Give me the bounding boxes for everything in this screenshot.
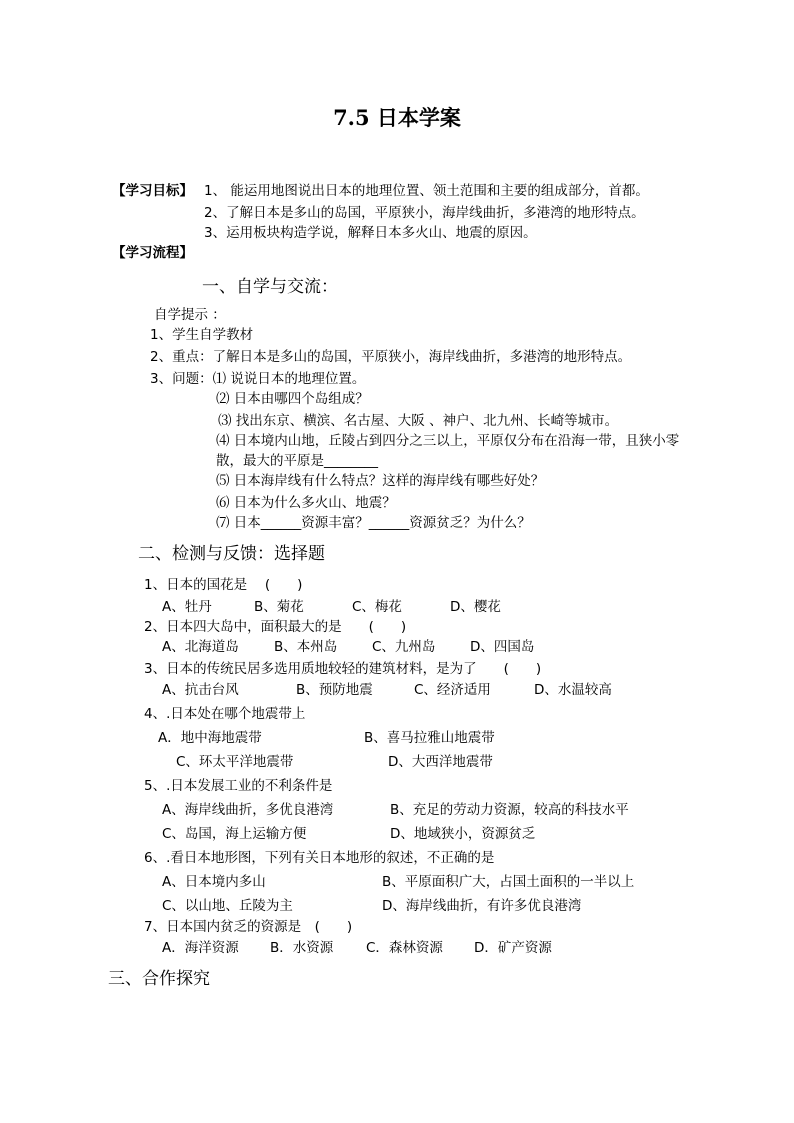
mc-3-option-b: B、预防地震 (296, 682, 373, 698)
mc-3-option-d: D、水温较高 (534, 682, 612, 698)
question-7: ⑺ 日本______资源丰富？______资源贫乏？为什么？ (216, 515, 531, 531)
mc-4-option-a: A．地中海地震带 (158, 730, 262, 746)
question-6: ⑹ 日本为什么多火山、地震？ (216, 495, 396, 511)
question-5: ⑸ 日本海岸线有什么特点？这样的海岸线有哪些好处？ (216, 473, 545, 489)
mc-2-option-c: C、九州岛 (372, 639, 436, 655)
mc-2-option-d: D、四国岛 (470, 639, 535, 655)
mc-4-option-c: C、环太平洋地震带 (176, 754, 294, 770)
hint-label: 自学提示 ： (154, 307, 226, 323)
section2-heading: 二、检测与反馈：选择题 (138, 544, 325, 564)
mc-4-option-d: D、大西洋地震带 (388, 754, 493, 770)
process-label: 【学习流程】 (112, 245, 193, 261)
mc-5-option-b: B、充足的劳动力资源，较高的科技水平 (390, 802, 629, 818)
mc-6-option-b: B、平原面积广大，占国土面积的一半以上 (382, 874, 635, 890)
hint-1: 1、学生自学教材 (150, 327, 254, 343)
mc-7-option-d: D．矿产资源 (474, 940, 552, 956)
objective-1: 1、 能运用地图说出日本的地理位置、领土范围和主要的组成部分，首都。 (204, 183, 649, 199)
mc-4-option-b: B、喜马拉雅山地震带 (364, 730, 495, 746)
objective-3: 3、运用板块构造学说，解释日本多火山、地震的原因。 (204, 225, 537, 241)
mc-question-1: 1、日本的国花是 ( ) (144, 577, 303, 593)
mc-question-7: 7、日本国内贫乏的资源是 ( ) (144, 919, 353, 935)
mc-6-option-c: C、以山地、丘陵为主 (162, 898, 293, 914)
mc-question-5: 5、.日本发展工业的不利条件是 (144, 778, 333, 794)
mc-1-option-d: D、樱花 (450, 599, 501, 615)
mc-1-option-b: B、菊花 (254, 599, 304, 615)
mc-7-option-b: B．水资源 (270, 940, 334, 956)
section3-heading: 三、合作探究 (108, 969, 210, 989)
question-3: ⑶ 找出东京、横滨、名古屋、大阪 、神户、北九州、长崎等城市。 (218, 413, 619, 429)
mc-question-2: 2、日本四大岛中，面积最大的是 ( ) (144, 619, 407, 635)
mc-6-option-a: A、日本境内多山 (162, 874, 266, 890)
question-4: ⑷ 日本境内山地，丘陵占到四分之三以上，平原仅分布在沿海一带，且狭小零 (216, 433, 680, 449)
objectives-label: 【学习目标】 (112, 183, 193, 199)
mc-2-option-b: B、本州岛 (274, 639, 338, 655)
mc-question-3: 3、日本的传统民居多选用质地较轻的建筑材料，是为了 ( ) (144, 661, 542, 677)
mc-3-option-c: C、经济适用 (414, 682, 491, 698)
mc-7-option-a: A．海洋资源 (162, 940, 239, 956)
question-2: ⑵ 日本由哪四个岛组成？ (216, 391, 369, 407)
hint-3: 3、问题：⑴ 说说日本的地理位置。 (150, 371, 366, 387)
mc-question-4: 4、.日本处在哪个地震带上 (144, 706, 306, 722)
question-4-cont: 散，最大的平原是________ (216, 453, 378, 469)
mc-5-option-a: A、海岸线曲折，多优良港湾 (162, 802, 334, 818)
mc-1-option-a: A、牡丹 (162, 599, 212, 615)
mc-1-option-c: C、梅花 (352, 599, 402, 615)
mc-5-option-d: D、地域狭小，资源贫乏 (390, 826, 536, 842)
mc-6-option-d: D、海岸线曲折，有许多优良港湾 (382, 898, 582, 914)
page-title: 7.5 日本学案 (333, 105, 461, 130)
mc-7-option-c: C．森林资源 (366, 940, 443, 956)
mc-5-option-c: C、岛国，海上运输方便 (162, 826, 307, 842)
section1-heading: 一、自学与交流： (202, 277, 338, 297)
mc-question-6: 6、.看日本地形图，下列有关日本地形的叙述，不正确的是 (144, 850, 495, 866)
mc-2-option-a: A、北海道岛 (162, 639, 239, 655)
hint-2: 2、重点：了解日本是多山的岛国，平原狭小，海岸线曲折，多港湾的地形特点。 (150, 349, 632, 365)
objective-2: 2、了解日本是多山的岛国，平原狭小，海岸线曲折，多港湾的地形特点。 (204, 205, 645, 221)
mc-3-option-a: A、抗击台风 (162, 682, 239, 698)
